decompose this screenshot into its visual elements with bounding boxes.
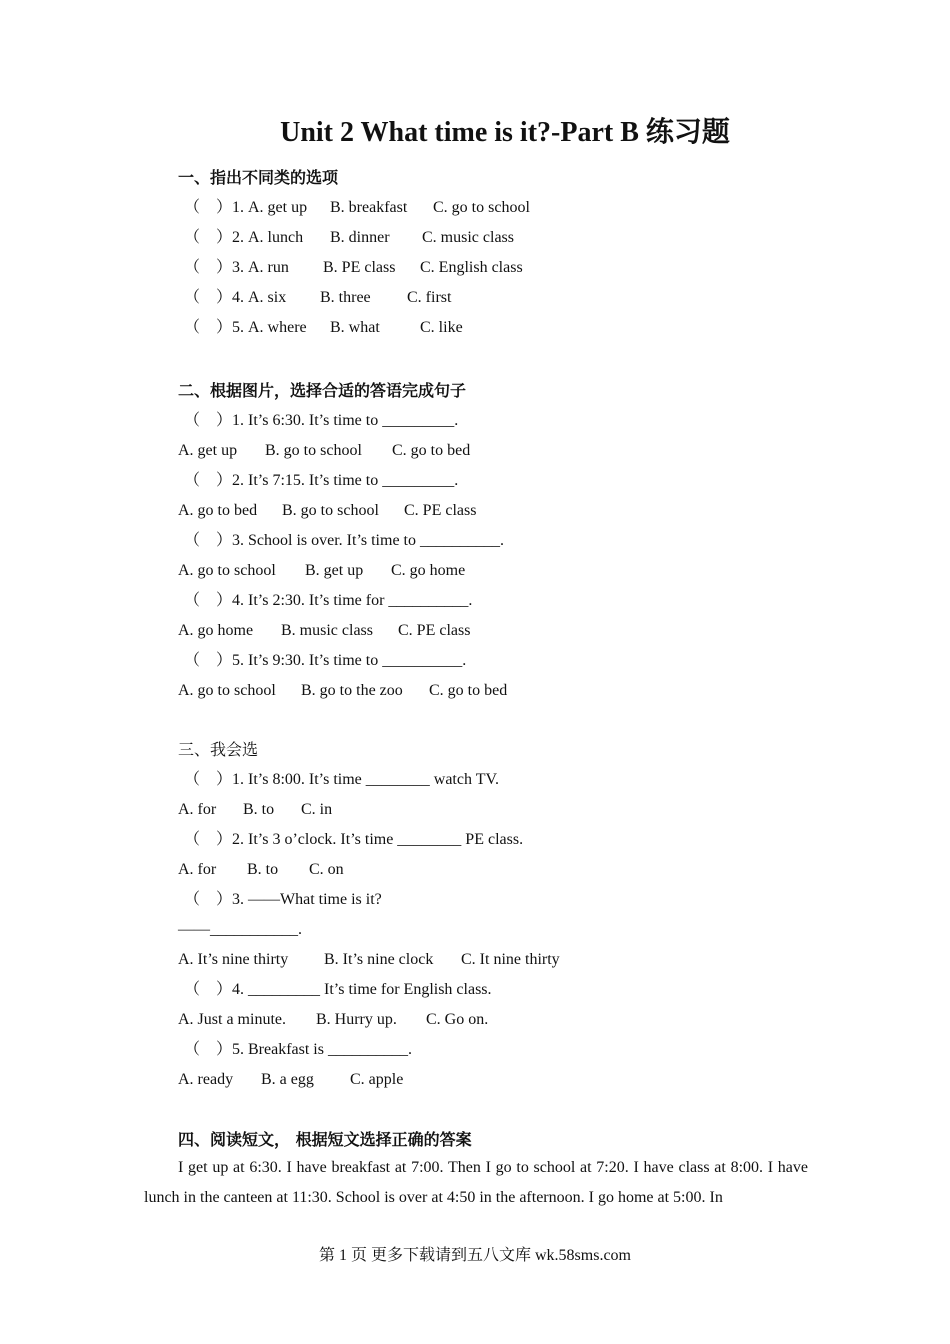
question-text: （ ）2. It’s 7:15. It’s time to _________.	[184, 472, 459, 489]
option-a: A. ready	[178, 1071, 234, 1088]
option-b: B. what	[330, 319, 380, 336]
question-row	[178, 313, 838, 343]
option-c: C. English class	[420, 259, 523, 276]
reading-passage: I get up at 6:30. I have breakfast at 7:00. Then I go to school at 7:20. I have class at 8:00. I have lunch in the canteen at 11:30. School is over at 4:50 in the afternoon. I go home at 5:00. In	[144, 1159, 808, 1206]
option-c: C. PE class	[398, 622, 471, 639]
option-a: A. Just a minute.	[178, 1011, 286, 1028]
option-a: A. go home	[178, 622, 254, 639]
options-row	[178, 556, 838, 586]
answer-blank: ——___________.	[178, 921, 302, 938]
question-row	[178, 223, 838, 253]
page-footer: 第 1 页 更多下载请到五八文库 wk.58sms.com	[318, 1247, 631, 1264]
option-c: C. It nine thirty	[461, 951, 560, 968]
options-row	[178, 945, 838, 975]
option-b: B. PE class	[323, 259, 396, 276]
options-row	[178, 496, 838, 526]
option-a: A. go to school	[178, 562, 276, 579]
option-b: B. to	[243, 801, 275, 818]
option-b: B. It’s nine clock	[324, 951, 434, 968]
option-c: C. in	[301, 801, 333, 818]
option-a: A. get up	[178, 442, 238, 459]
question-text: （ ）1. It’s 6:30. It’s time to _________.	[184, 412, 459, 429]
question-text: （ ）4. A. six	[184, 289, 287, 306]
options-row	[178, 1065, 838, 1095]
option-c: C. apple	[350, 1071, 404, 1088]
option-a: A. go to school	[178, 682, 276, 699]
question-text: （ ）2. A. lunch	[184, 229, 304, 246]
section-4	[178, 1125, 838, 1155]
option-c: C. music class	[422, 229, 514, 246]
question-text: （ ）1. It’s 8:00. It’s time ________ watch TV.	[184, 771, 499, 788]
question-row	[178, 253, 838, 283]
options-row	[178, 855, 838, 885]
option-c: C. Go on.	[426, 1011, 489, 1028]
question-text: （ ）5. Breakfast is __________.	[184, 1041, 412, 1058]
question-text: （ ）3. School is over. It’s time to __________.	[184, 532, 504, 549]
option-b: B. Hurry up.	[316, 1011, 397, 1028]
option-b: B. to	[247, 861, 279, 878]
question-text: （ ）4. _________ It’s time for English class.	[184, 981, 492, 998]
option-b: B. breakfast	[330, 199, 408, 216]
option-b: B. three	[320, 289, 371, 306]
question-row	[178, 283, 838, 313]
option-c: C. go to school	[433, 199, 530, 216]
option-b: B. go to the zoo	[301, 682, 403, 699]
section-3-heading: 三、我会选	[178, 740, 259, 759]
options-row	[178, 616, 838, 646]
option-a: A. It’s nine thirty	[178, 951, 289, 968]
option-b: B. a egg	[261, 1071, 314, 1088]
option-a: A. go to bed	[178, 502, 258, 519]
section-3	[178, 735, 838, 1095]
option-c: C. go to bed	[392, 442, 471, 459]
options-row	[178, 1005, 838, 1035]
option-c: C. PE class	[404, 502, 477, 519]
question-text: （ ）1. A. get up	[184, 199, 308, 216]
question-text: （ ）3. A. run	[184, 259, 289, 276]
page-title: Unit 2 What time is it?-Part B 练习题	[280, 117, 730, 148]
section-2	[178, 376, 838, 706]
question-text: （ ）2. It’s 3 o’clock. It’s time ________ PE class.	[184, 831, 524, 848]
option-b: B. go to school	[282, 502, 379, 519]
option-b: B. go to school	[265, 442, 362, 459]
question-text: （ ）5. A. where	[184, 319, 307, 336]
options-row	[178, 436, 838, 466]
option-c: C. like	[420, 319, 463, 336]
option-b: B. dinner	[330, 229, 390, 246]
option-c: C. first	[407, 289, 452, 306]
question-text: （ ）3. ——What time is it?	[184, 891, 382, 908]
options-row	[178, 676, 838, 706]
option-a: A. for	[178, 861, 217, 878]
section-1-heading: 一、指出不同类的选项	[178, 168, 339, 187]
question-text: （ ）4. It’s 2:30. It’s time for __________.	[184, 592, 473, 609]
option-c: C. go home	[391, 562, 466, 579]
option-c: C. go to bed	[429, 682, 508, 699]
question-row	[178, 193, 838, 223]
option-a: A. for	[178, 801, 217, 818]
option-b: B. get up	[305, 562, 364, 579]
option-c: C. on	[309, 861, 344, 878]
section-4-heading: 四、阅读短文， 根据短文选择正确的答案	[178, 1130, 472, 1149]
section-1	[178, 163, 838, 343]
option-b: B. music class	[281, 622, 373, 639]
question-text: （ ）5. It’s 9:30. It’s time to __________.	[184, 652, 467, 669]
options-row	[178, 795, 838, 825]
section-2-heading: 二、根据图片，选择合适的答语完成句子	[178, 381, 467, 400]
